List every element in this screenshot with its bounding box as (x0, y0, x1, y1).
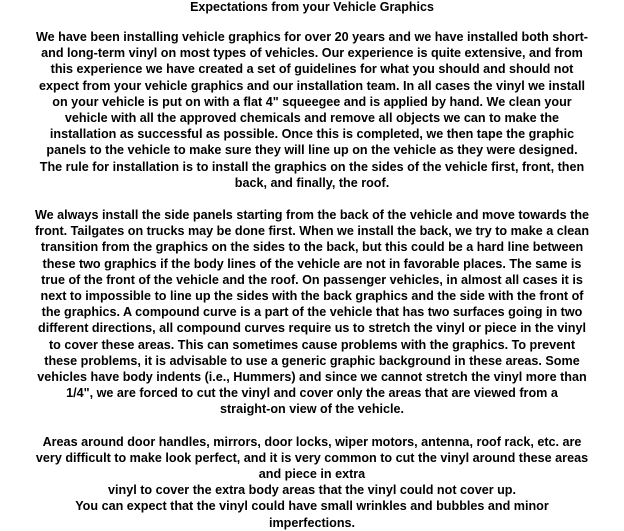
paragraph-side-panels (0, 207, 624, 418)
text-line: to cover these areas. This can sometimes cause problems with the graphics. To prevent (48, 337, 576, 352)
text-line: front. Tailgates on trucks may be done first. When we install the back, we try to make a clean (34, 224, 590, 239)
text-line: vehicles have body indents (i.e., Hummers) and since we cannot stretch the vinyl more than (37, 370, 587, 385)
document-title: Expectations from your Vehicle Graphics (190, 0, 434, 14)
text-line: these problems, it is advisable to use a generic graphic background in these areas. Some (44, 353, 580, 368)
paragraph-installation-overview (0, 29, 624, 191)
text-line: very difficult to make look perfect, and it is very common to cut the vinyl around these areas (35, 450, 589, 465)
text-line: expect from your vehicle graphics and our installation team. In all cases the vinyl we install (39, 78, 585, 93)
text-line: panels to the vehicle to make sure they will line up on the vehicle as they were designed. (46, 143, 578, 158)
text-line: The rule for installation is to install the graphics on the sides of the vehicle first, front, then (39, 159, 585, 174)
text-line: We always install the side panels starting from the back of the vehicle and move towards the (34, 208, 590, 223)
text-line: and piece in extra (258, 467, 366, 482)
text-line: You can expect that the vinyl could have small wrinkles and bubbles and minor (75, 499, 549, 514)
text-line: imperfections. (268, 515, 356, 530)
text-line: installation as successful as possible. Once this is completed, we then tape the graphic (49, 127, 575, 142)
text-line: this experience we have created a set of guidelines for what you should and should not (50, 62, 574, 77)
text-line: 1/4", we are forced to cut the vinyl and cover only the areas that are viewed from a (66, 386, 558, 401)
text-line: vinyl to cover the extra body areas that the vinyl could not cover up. (108, 483, 516, 498)
text-line: and long-term vinyl on most types of vehicles. Our experience is quite extensive, and from (41, 46, 583, 61)
text-line: transition from the graphics on the sides to the back, but this could be a hard line between (40, 240, 584, 255)
text-line: straight-on view of the vehicle. (219, 402, 405, 417)
text-line: different directions, all compound curves require us to stretch the vinyl or piece in the vinyl (38, 321, 586, 336)
text-line: on your vehicle is put on with a flat 4" squeegee and is applied by hand. We clean your (52, 94, 572, 109)
text-line: vehicle with all the approved chemicals and remove all objects we can to make the (64, 111, 560, 126)
text-line: Areas around door handles, mirrors, door locks, wiper motors, antenna, roof rack, etc. are (42, 434, 582, 449)
text-line: back, and finally, the roof. (234, 175, 390, 190)
text-line: next to impossible to line up the sides with the back graphics and the side with the front of (40, 289, 584, 304)
text-line: these two graphics if the body lines of the vehicle are not in favorable places. The same is (42, 256, 582, 271)
text-line: We have been installing vehicle graphics for over 20 years and we have installed both short- (36, 30, 588, 44)
text-line: the graphics. A compound curve is a part of the vehicle that has two surfaces going in two (41, 305, 583, 320)
paragraph-difficult-areas (0, 434, 624, 531)
text-line: true of the front of the vehicle and the roof. On passenger vehicles, in almost all cases it is (41, 272, 583, 287)
